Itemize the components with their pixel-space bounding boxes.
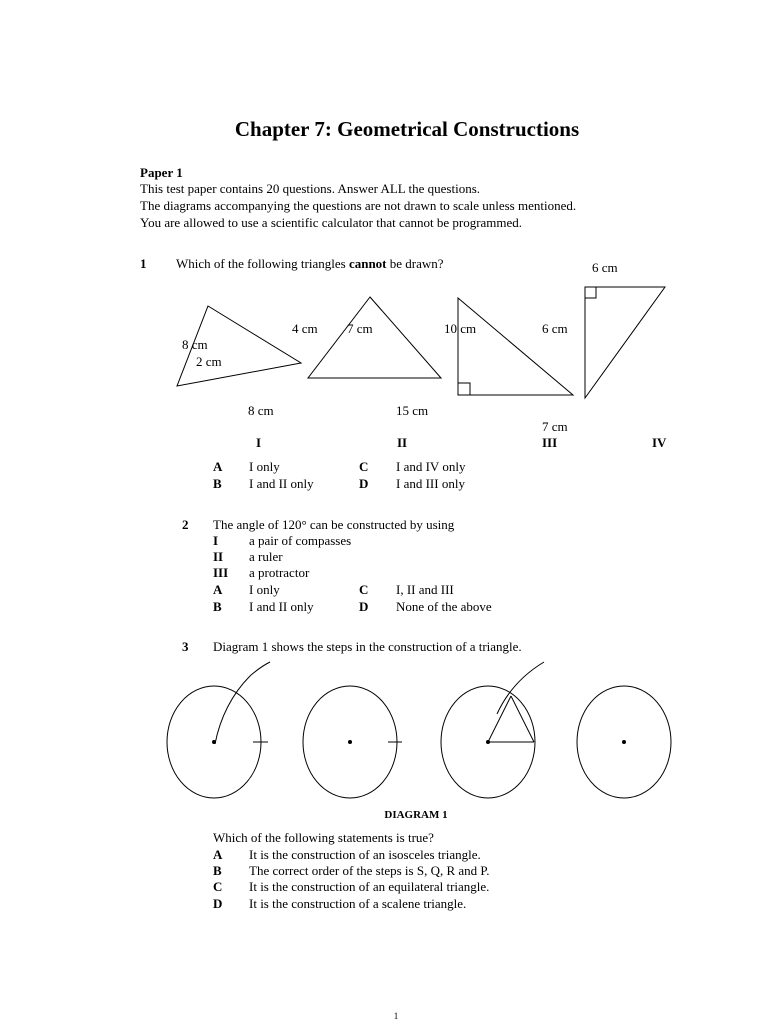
q1-label-t2-c: 15 cm bbox=[396, 403, 429, 418]
page-title: Chapter 7: Geometrical Constructions bbox=[234, 117, 580, 141]
step-center-4 bbox=[622, 740, 626, 744]
q2-number: 2 bbox=[182, 517, 189, 532]
q3-option-b-letter: B bbox=[213, 863, 222, 878]
q2-option-b-text: I and II only bbox=[249, 599, 314, 614]
q3-text: Diagram 1 shows the steps in the construction of a triangle. bbox=[213, 639, 522, 654]
q3-option-d-letter: D bbox=[213, 896, 223, 911]
q1-label-t3-a: 6 cm bbox=[542, 321, 568, 336]
diagram-1-label: DIAGRAM 1 bbox=[384, 809, 448, 821]
q2-item-ii-text: a ruler bbox=[249, 549, 283, 564]
q2-option-d-text: None of the above bbox=[396, 599, 492, 614]
instruction-line-3: You are allowed to use a scientific calculator that cannot be programmed. bbox=[140, 215, 523, 230]
q1-option-c-letter: C bbox=[359, 459, 369, 474]
triangle-ii bbox=[308, 297, 441, 378]
q1-label-t1-b: 2 cm bbox=[196, 354, 222, 369]
q1-label-t1-d: 8 cm bbox=[248, 403, 274, 418]
triangle-iv-right-angle-mark bbox=[585, 287, 596, 298]
q2-option-a-letter: A bbox=[213, 582, 223, 597]
q3-option-d-text: It is the construction of a scalene triangle. bbox=[249, 896, 467, 911]
q2-text: The angle of 120° can be constructed by using bbox=[213, 517, 455, 532]
q1-label-t2-a: 7 cm bbox=[347, 321, 373, 336]
q1-option-d-text: I and III only bbox=[396, 476, 465, 491]
instruction-line-1: This test paper contains 20 questions. Answer ALL the questions. bbox=[140, 181, 480, 196]
step-arc-1 bbox=[215, 662, 270, 744]
step-center-3 bbox=[486, 740, 490, 744]
q1-label-t3-b: 7 cm bbox=[542, 419, 568, 434]
q1-roman-i: I bbox=[256, 435, 262, 450]
triangle-iv bbox=[585, 287, 665, 398]
q1-option-b-letter: B bbox=[213, 476, 222, 491]
q2-item-ii-roman: II bbox=[213, 549, 224, 564]
instruction-line-2: The diagrams accompanying the questions are not drawn to scale unless mentioned. bbox=[140, 198, 577, 213]
q3-option-c-letter: C bbox=[213, 879, 223, 894]
q3-option-a-letter: A bbox=[213, 847, 223, 862]
page-number: 1 bbox=[393, 1011, 399, 1021]
paper-label: Paper 1 bbox=[140, 165, 183, 180]
q1-option-a-letter: A bbox=[213, 459, 223, 474]
q2-item-iii-roman: III bbox=[213, 565, 229, 580]
q1-label-t1-a: 8 cm bbox=[182, 337, 208, 352]
q1-roman-iv: IV bbox=[652, 435, 667, 450]
q1-number: 1 bbox=[140, 256, 147, 271]
q1-label-t4-a: 6 cm bbox=[592, 260, 618, 275]
q1-option-c-text: I and IV only bbox=[396, 459, 466, 474]
q3-option-a-text: It is the construction of an isosceles triangle. bbox=[249, 847, 481, 862]
step-arc-3 bbox=[497, 662, 544, 714]
q1-roman-iii: III bbox=[542, 435, 558, 450]
q3-number: 3 bbox=[182, 639, 189, 654]
q1-option-d-letter: D bbox=[359, 476, 369, 491]
q1-option-b-text: I and II only bbox=[249, 476, 314, 491]
q2-item-i-roman: I bbox=[213, 533, 219, 548]
q1-text: Which of the following triangles cannot be drawn? bbox=[176, 256, 444, 271]
q3-option-b-text: The correct order of the steps is S, Q, R and P. bbox=[249, 863, 490, 878]
q2-option-c-text: I, II and III bbox=[396, 582, 454, 597]
q1-option-a-text: I only bbox=[249, 459, 280, 474]
q3-option-c-text: It is the construction of an equilateral triangle. bbox=[249, 879, 490, 894]
triangle-iii bbox=[458, 298, 573, 395]
q1-label-t2-b: 10 cm bbox=[444, 321, 477, 336]
q3-question: Which of the following statements is true? bbox=[213, 830, 434, 845]
step-side-3a bbox=[488, 696, 511, 742]
q2-item-iii-text: a protractor bbox=[249, 565, 310, 580]
q1-label-t1-c: 4 cm bbox=[292, 321, 318, 336]
q2-option-c-letter: C bbox=[359, 582, 369, 597]
q2-option-a-text: I only bbox=[249, 582, 280, 597]
step-center-2 bbox=[348, 740, 352, 744]
q2-item-i-text: a pair of compasses bbox=[249, 533, 352, 548]
step-center-1 bbox=[212, 740, 216, 744]
q2-option-b-letter: B bbox=[213, 599, 222, 614]
q2-option-d-letter: D bbox=[359, 599, 369, 614]
diagram-1 bbox=[167, 662, 671, 798]
triangle-iii-right-angle-mark bbox=[458, 383, 470, 395]
q1-roman-ii: II bbox=[397, 435, 408, 450]
